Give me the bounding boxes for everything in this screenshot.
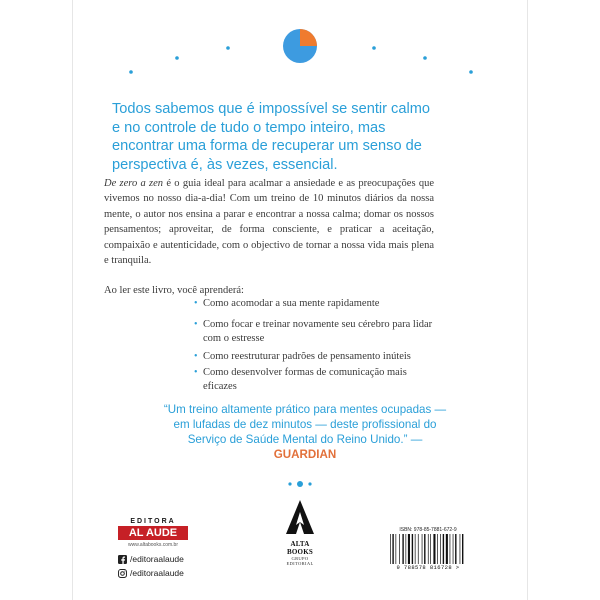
barcode-number: 9 788578 816728 > [396, 564, 460, 571]
barcode-bar [446, 534, 448, 564]
bullet-icon: • [194, 319, 198, 330]
arc-dot [175, 56, 179, 60]
barcode-bar [450, 534, 451, 564]
barcode-bar [415, 534, 416, 564]
logo-line2: AL AUDE [118, 526, 188, 540]
quote-dash: — [407, 433, 423, 446]
logo-line1: EDITORA [130, 518, 176, 525]
learn-list-item [194, 297, 443, 311]
editora-alaude-logo [118, 518, 188, 548]
barcode-bar [424, 534, 425, 564]
barcode-bar [418, 534, 419, 564]
barcode-bar [399, 534, 400, 564]
barcode-bar [453, 534, 454, 564]
barcode-bar [408, 534, 410, 564]
arc-dot [226, 46, 230, 50]
barcode-bar [440, 534, 441, 564]
learn-list-item [194, 366, 443, 394]
learn-item-text: Como focar e treinar novamente seu cérebro para lidar com o estresse [203, 319, 433, 344]
instagram-handle[interactable] [118, 568, 184, 578]
barcode-bar [392, 534, 393, 564]
barcode-bar [430, 534, 431, 564]
learn-list-item [194, 318, 443, 346]
bullet-icon: • [194, 298, 198, 309]
arc-dot [372, 46, 376, 50]
alta-books-logo [278, 500, 322, 566]
facebook-handle[interactable] [118, 554, 184, 564]
quote-source: GUARDIAN [273, 448, 337, 461]
press-quote [160, 402, 450, 462]
barcode-bar [460, 534, 461, 564]
isbn-label: ISBN: 978-85-7881-672-9 [399, 527, 457, 533]
description-body: é o guia ideal para acalmar a ansiedade e as preocupações que vivemos no nosso dia-a-dia! Com um treino de 10 minutos diários da nossa mente, o autor nos ensina a parar e encontrar a nossa calma; domar os nossos pensamentos; aproveitar, de forma consciente, e praticar a aceitação, compaixão e autenticidade, com o objectivo de tornar a nossa vida mais plena e tranquila. [104, 178, 434, 267]
learn-intro: Ao ler este livro, você aprenderá: [104, 285, 244, 296]
publisher-subtitle: GRUPO EDITORIAL [286, 556, 314, 566]
barcode-bar [443, 534, 444, 564]
learn-item-text: Como acomodar a sua mente rapidamente [203, 298, 380, 309]
barcode-bar [412, 534, 413, 564]
barcode-bar [402, 534, 403, 564]
facebook-icon [118, 555, 127, 564]
publisher-website: www.altabooks.com.br [127, 542, 179, 548]
book-title-italic: De zero a zen [104, 178, 164, 189]
description-paragraph [104, 176, 434, 268]
barcode-bar [422, 534, 423, 564]
instagram-icon [118, 569, 127, 578]
publisher-name: ALTA BOOKS [287, 540, 313, 556]
quote-text: “Um treino altamente prático para mentes ocupadas — em lufadas de dez minutos — deste profissional do Serviço de Saúde Mental do Reino Unido.” [163, 403, 447, 446]
instagram-handle-text: /editoraalaude [130, 568, 184, 578]
barcode [388, 534, 468, 564]
learn-list-item [194, 350, 443, 364]
isbn-block [388, 527, 468, 571]
bullet-icon: • [194, 351, 198, 362]
barcode-bar [406, 534, 407, 564]
barcode-bar [462, 534, 463, 564]
pie-chart-icon [282, 28, 318, 64]
arc-dot [423, 56, 427, 60]
lead-statement: Todos sabemos que é impossível se sentir calmo e no controle de tudo o tempo inteiro, mas encontrar uma forma de recuperar um senso de perspectiva é, às vezes, essencial. [112, 101, 430, 173]
facebook-handle-text: /editoraalaude [130, 554, 184, 564]
decorative-dots [278, 478, 322, 490]
arc-dot [469, 70, 473, 74]
barcode-bar [437, 534, 438, 564]
learn-item-text: Como desenvolver formas de comunicação mais eficazes [203, 367, 407, 392]
alta-books-mountain-icon [285, 500, 315, 534]
bullet-icon: • [194, 367, 198, 378]
learn-item-text: Como reestruturar padrões de pensamento inúteis [203, 351, 411, 362]
barcode-bar [390, 534, 391, 564]
barcode-bar [433, 534, 435, 564]
barcode-bar [455, 534, 456, 564]
barcode-bar [396, 534, 397, 564]
barcode-bar [428, 534, 429, 564]
arc-dot [129, 70, 133, 74]
